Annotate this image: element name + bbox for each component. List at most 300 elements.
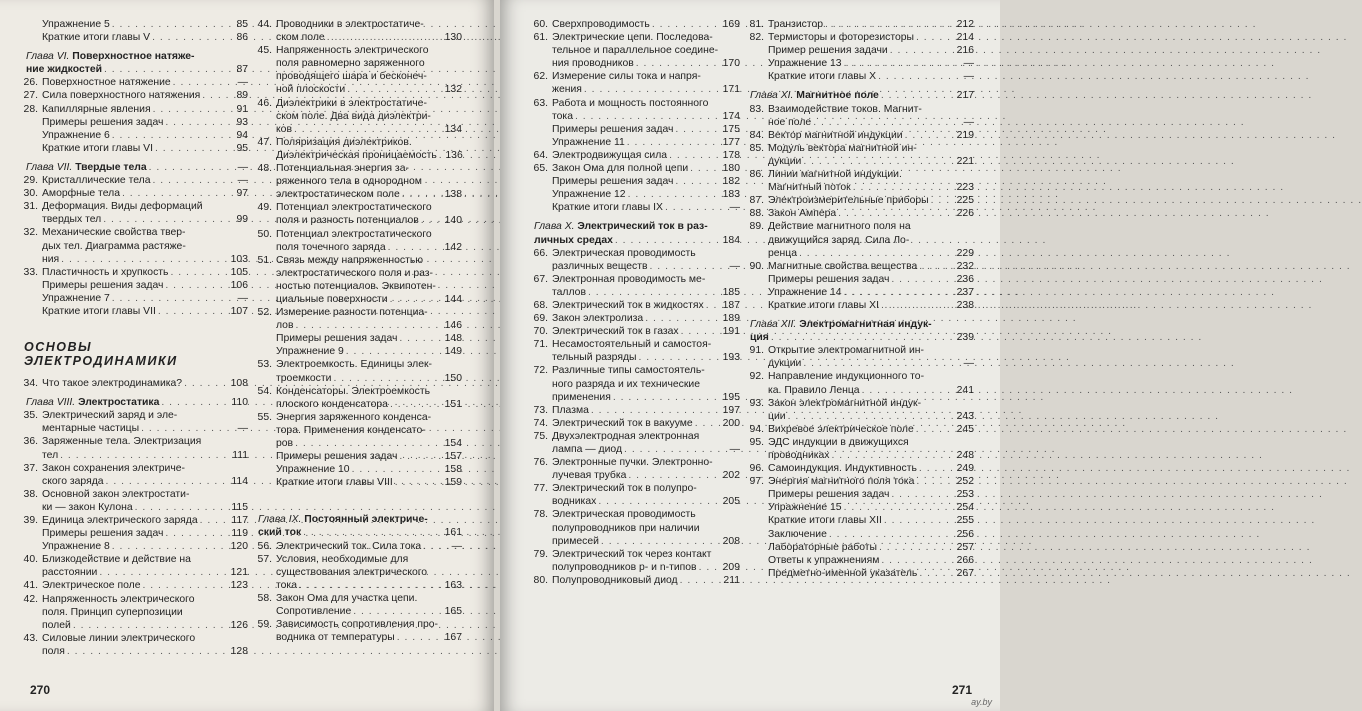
title-text: Упражнение 15 — [768, 502, 842, 514]
title-text: Силовые линии электрического — [42, 632, 196, 644]
page-ref: 128 — [230, 645, 248, 657]
entry-title — [552, 123, 740, 136]
title-text: Механические свойства твер- — [42, 227, 186, 239]
title-line — [42, 449, 248, 462]
dot-leader — [112, 292, 228, 305]
title-text: ментарные частицы — [42, 423, 140, 435]
title-text: лучевая трубка — [552, 470, 627, 482]
page-ref: 249 — [956, 463, 974, 475]
title-line — [276, 267, 462, 280]
toc-entry — [746, 44, 974, 57]
title-line — [768, 247, 974, 260]
title-line — [276, 57, 462, 70]
entry-title — [42, 89, 248, 102]
title-line — [552, 456, 740, 469]
entry-title — [768, 44, 974, 57]
title-line — [26, 63, 248, 76]
title-text: ки — закон Кулона — [42, 501, 133, 513]
title-line — [552, 286, 740, 299]
title-line — [42, 266, 248, 279]
title-text: Электрический ток в вакууме — [552, 417, 693, 429]
dot-leader — [73, 619, 228, 632]
entry-number: 30. — [23, 188, 38, 200]
title-line — [552, 351, 740, 364]
title-line — [276, 332, 462, 345]
dot-leader — [650, 260, 720, 273]
entry-title — [768, 194, 974, 207]
title-text: Закон Ампера — [768, 208, 837, 220]
dot-leader — [184, 377, 228, 390]
page-ref: 169 — [722, 19, 740, 30]
title-line — [552, 299, 740, 312]
entry-number: 62. — [533, 71, 548, 83]
title-line — [552, 188, 740, 201]
entry-title — [768, 344, 974, 370]
title-text: ров — [276, 438, 294, 449]
entry-title — [276, 18, 462, 44]
entry-title — [552, 548, 740, 574]
title-line — [276, 123, 462, 136]
entry-number: 86. — [749, 169, 764, 181]
title-line — [768, 567, 974, 580]
title-text: тора. Применения конденсато- — [276, 424, 426, 436]
title-line — [42, 174, 248, 187]
page-ref: 146 — [444, 320, 462, 332]
title-line — [768, 488, 974, 501]
dot-leader — [916, 475, 954, 488]
title-line — [26, 396, 248, 409]
dot-leader — [141, 422, 228, 435]
entry-number: 57. — [257, 553, 272, 565]
title-text — [750, 331, 769, 344]
entry-title — [768, 567, 974, 580]
left-page — [0, 0, 494, 711]
dot-leader — [155, 142, 228, 155]
page-ref: 126 — [230, 619, 248, 631]
title-line — [276, 228, 462, 241]
entry-number: 70. — [533, 326, 548, 338]
title-line — [276, 463, 462, 476]
title-line — [534, 234, 740, 247]
entry-number: 47. — [257, 136, 272, 148]
page-ref: 138 — [444, 189, 462, 201]
chapter-name: Электромагнитная индук- — [799, 319, 932, 331]
entry-title — [276, 553, 462, 592]
title-line — [42, 514, 248, 527]
dot-leader — [844, 57, 954, 70]
entry-title — [276, 254, 462, 306]
dot-leader — [303, 526, 442, 539]
title-line — [276, 293, 462, 306]
entry-number: 78. — [533, 509, 548, 521]
entry-title — [768, 57, 974, 70]
watermark: ay.by — [971, 697, 992, 707]
title-text: существования электрического — [276, 566, 428, 578]
toc-entry — [746, 370, 974, 396]
page-ref: 214 — [956, 32, 974, 44]
entry-number: 63. — [533, 97, 548, 109]
title-line — [42, 566, 248, 579]
toc-entry — [22, 142, 248, 155]
dot-leader — [853, 181, 954, 194]
toc-entry — [530, 338, 740, 364]
title-text: Примеры решения задач — [42, 116, 164, 128]
title-line — [768, 357, 974, 370]
page-ref: 85 — [236, 19, 248, 30]
entry-number: 64. — [533, 149, 548, 161]
title-text — [258, 526, 301, 539]
dot-leader — [152, 31, 228, 44]
dot-leader — [916, 423, 954, 436]
dot-leader — [771, 331, 954, 344]
entry-number: 65. — [533, 163, 548, 175]
page-ref: 151 — [444, 398, 462, 410]
title-line — [276, 175, 462, 188]
title-text: Краткие итоги главы VIII — [276, 477, 393, 489]
title-text: ЭДС индукции в движущихся — [768, 436, 909, 448]
page-ref: 243 — [956, 410, 974, 422]
entry-title — [768, 501, 974, 514]
entry-title — [26, 396, 248, 409]
title-line — [42, 488, 248, 501]
title-line — [276, 44, 462, 57]
dot-leader — [423, 540, 442, 553]
title-line — [42, 253, 248, 266]
toc-entry — [254, 254, 462, 306]
title-line — [42, 200, 248, 213]
entry-title — [276, 411, 462, 450]
toc-entry — [746, 514, 974, 527]
entry-title — [276, 228, 462, 254]
title-text: Основной закон электростати- — [42, 488, 190, 500]
chapter-name: Электрический ток в раз- — [577, 221, 708, 233]
title-text: Заряженные тела. Электризация — [42, 436, 202, 448]
title-line — [768, 554, 974, 567]
title-text: Примеры решения задач — [276, 333, 398, 345]
title-text: Краткие итоги главы X — [768, 71, 877, 83]
dot-leader — [613, 391, 720, 404]
page-ref: 144 — [444, 293, 462, 305]
title-text — [534, 220, 708, 233]
entry-number: 73. — [533, 404, 548, 416]
title-line — [276, 411, 462, 424]
title-line — [552, 83, 740, 96]
entry-number: 84. — [749, 129, 764, 141]
entry-title — [26, 50, 248, 76]
dot-leader — [916, 31, 954, 44]
title-text: Полупроводниковый диод — [552, 574, 678, 586]
title-line — [42, 645, 248, 658]
title-line — [276, 149, 462, 162]
dot-leader — [628, 469, 720, 482]
title-text: Краткие итоги главы IX — [552, 202, 663, 214]
section-heading: ОСНОВЫ ЭЛЕКТРОДИНАМИКИ — [24, 340, 178, 369]
dot-leader — [346, 345, 442, 358]
title-text: Единица электрического заряда — [42, 515, 198, 526]
title-line — [42, 527, 248, 540]
dot-leader — [103, 213, 228, 226]
toc-entry — [530, 188, 740, 201]
title-text — [26, 50, 194, 63]
toc-entry — [254, 201, 462, 227]
entry-title — [768, 142, 974, 168]
entry-title — [768, 475, 974, 488]
dot-leader — [665, 201, 720, 214]
title-line — [42, 606, 248, 619]
dot-leader — [699, 561, 720, 574]
title-line — [768, 103, 974, 116]
entry-number: 82. — [749, 32, 764, 44]
title-line — [768, 449, 974, 462]
title-line — [276, 31, 462, 44]
dot-leader — [588, 286, 720, 299]
title-line — [768, 31, 974, 44]
title-text: Диэлектрики в электростатиче- — [276, 97, 427, 109]
title-text: Самоиндукция. Индуктивность — [768, 463, 917, 475]
dot-leader — [327, 31, 442, 44]
entry-title — [42, 632, 248, 658]
page-ref: 110 — [231, 397, 248, 409]
toc-entry — [22, 527, 248, 540]
title-text: Капиллярные явления — [42, 103, 151, 115]
entry-title — [276, 463, 462, 476]
page-ref: — — [963, 71, 974, 83]
title-line — [276, 70, 462, 83]
entry-title — [552, 364, 740, 403]
title-line — [42, 632, 248, 645]
toc-entry — [22, 488, 248, 514]
entry-title — [42, 142, 248, 155]
toc-entry — [746, 344, 974, 370]
entry-title — [768, 299, 974, 312]
entry-title — [552, 574, 740, 587]
dot-leader — [299, 579, 442, 592]
title-text: Примеры решения задач — [768, 489, 890, 501]
dot-leader — [402, 188, 442, 201]
entry-title — [552, 299, 740, 312]
toc-entry — [22, 76, 248, 89]
title-text: Измерение разности потенциа- — [276, 307, 428, 319]
entry-title — [552, 136, 740, 149]
page-ref: 191 — [722, 326, 740, 338]
title-text: поля равномерно заряженного — [276, 58, 425, 70]
toc-column — [746, 18, 974, 580]
title-line — [768, 370, 974, 383]
title-text: Сопротивление — [276, 606, 352, 618]
entry-title — [42, 305, 248, 318]
page-ref: 140 — [444, 215, 462, 227]
dot-leader — [60, 449, 228, 462]
dot-leader — [919, 260, 954, 273]
title-line — [276, 579, 462, 592]
toc-entry — [22, 579, 248, 592]
entry-title — [276, 385, 462, 411]
title-text — [534, 234, 613, 247]
toc-entry — [746, 423, 974, 436]
dot-leader — [112, 18, 228, 31]
title-text: Предметно-именной указатель — [768, 567, 918, 579]
entry-title — [768, 462, 974, 475]
dot-leader — [112, 129, 228, 142]
toc-entry — [746, 207, 974, 220]
entry-title — [42, 593, 248, 632]
entry-title — [552, 97, 740, 123]
title-line — [552, 136, 740, 149]
title-line — [42, 76, 248, 89]
entry-number: 83. — [749, 103, 764, 115]
title-text: жения — [552, 84, 582, 96]
title-text: Электроизмерительные приборы — [768, 195, 929, 207]
dot-leader — [825, 18, 954, 31]
entry-number: 76. — [533, 457, 548, 469]
page-ref: 255 — [956, 515, 974, 527]
title-line — [552, 31, 740, 44]
toc-entry — [254, 476, 462, 489]
toc-entry — [530, 312, 740, 325]
title-line — [276, 280, 462, 293]
toc-entry — [22, 103, 248, 116]
page-ref: 106 — [230, 279, 248, 291]
title-line — [552, 443, 740, 456]
title-line — [42, 279, 248, 292]
title-line — [276, 188, 462, 201]
dot-leader — [202, 89, 228, 102]
title-text: Связь между напряженностью — [276, 254, 424, 266]
page-ref: 184 — [722, 234, 740, 246]
dot-leader — [638, 351, 720, 364]
entry-title — [768, 220, 974, 259]
title-text: ния проводников — [552, 58, 634, 70]
title-line — [42, 89, 248, 102]
chapter-heading — [22, 396, 248, 409]
title-text: Аморфные тела — [42, 188, 120, 200]
title-text: Закон сохранения электриче- — [42, 462, 185, 474]
page-ref: 221 — [956, 155, 974, 167]
entry-number: 40. — [23, 554, 38, 566]
dot-leader — [399, 332, 442, 345]
title-text: Открытие электромагнитной ин- — [768, 345, 924, 357]
title-line — [552, 175, 740, 188]
page-ref: 229 — [956, 247, 974, 259]
dot-leader — [891, 488, 954, 501]
entry-number: 51. — [257, 254, 272, 266]
toc-entry — [22, 18, 248, 31]
entry-number: 35. — [23, 410, 38, 422]
title-line — [750, 318, 974, 331]
entry-title — [42, 377, 248, 390]
page-ref: 232 — [956, 260, 974, 272]
entry-title — [276, 450, 462, 463]
toc-entry — [22, 593, 248, 632]
dot-leader — [829, 528, 954, 541]
title-line — [42, 18, 248, 31]
title-line — [552, 312, 740, 325]
toc-entry — [746, 194, 974, 207]
title-text: твердых тел — [42, 214, 102, 226]
title-text: Упражнение 6 — [42, 129, 110, 141]
title-text: Магнитные свойства вещества — [768, 260, 918, 272]
toc-entry — [22, 553, 248, 579]
title-text: Линии магнитной индукции. — [768, 169, 902, 181]
entry-title — [768, 370, 974, 396]
dot-leader — [615, 234, 720, 247]
entry-number: 46. — [257, 97, 272, 109]
page-ref: 159 — [444, 477, 462, 489]
title-text: ка. Правило Ленца — [768, 384, 860, 396]
entry-number: 97. — [749, 476, 764, 488]
title-text: троемкости — [276, 372, 332, 384]
entry-title — [42, 514, 248, 527]
title-text: таллов — [552, 286, 586, 298]
page-ref: 254 — [956, 502, 974, 514]
toc-entry — [254, 385, 462, 411]
page-ref: 237 — [956, 286, 974, 298]
title-text: Поляризация диэлектриков. — [276, 136, 412, 148]
toc-entry — [254, 463, 462, 476]
title-text: Лабораторные работы — [768, 541, 878, 553]
title-line — [42, 409, 248, 422]
toc-entry — [254, 44, 462, 96]
title-text: Напряженность электрического — [276, 45, 429, 57]
toc-entry — [746, 31, 974, 44]
toc-column — [254, 18, 462, 644]
title-line — [42, 142, 248, 155]
title-line — [768, 260, 974, 273]
toc-entry — [254, 97, 462, 136]
entry-number: 37. — [23, 462, 38, 474]
title-text: дукции — [768, 155, 802, 167]
title-text: Электронная проводимость ме- — [552, 273, 706, 285]
entry-number: 27. — [23, 90, 38, 102]
page-ref: 163 — [444, 579, 462, 591]
dot-leader — [294, 123, 442, 136]
chapter-name: Электростатика — [78, 397, 160, 409]
title-line — [552, 201, 740, 214]
title-text: ков — [276, 123, 292, 135]
title-line — [768, 299, 974, 312]
dot-leader — [200, 514, 228, 527]
title-text: электростатического поля и раз- — [276, 267, 434, 279]
title-text: Электрические цепи. Последова- — [552, 32, 713, 44]
title-text: Деформация. Виды деформаций — [42, 201, 203, 213]
entry-number: 41. — [23, 580, 38, 592]
dot-leader — [799, 247, 954, 260]
page-ref: 208 — [722, 535, 740, 547]
title-line — [750, 89, 974, 102]
title-line — [552, 574, 740, 587]
dot-leader — [879, 541, 954, 554]
title-text: Примеры решения задач — [276, 451, 398, 463]
dot-leader — [628, 188, 720, 201]
title-line — [42, 226, 248, 239]
entry-number: 39. — [23, 515, 38, 526]
title-line — [552, 404, 740, 417]
entry-title — [276, 332, 462, 345]
toc-entry — [530, 404, 740, 417]
toc-entry — [22, 292, 248, 305]
toc-entry — [22, 187, 248, 200]
entry-title — [750, 318, 974, 344]
page-ref: 158 — [444, 464, 462, 476]
page-ref: 175 — [722, 123, 740, 135]
title-text: Упражнение 10 — [276, 464, 350, 476]
toc-entry — [22, 31, 248, 44]
chapter-label: Глава X. — [534, 221, 575, 233]
title-line — [276, 136, 462, 149]
entry-number: 88. — [749, 208, 764, 220]
page-ref: 93 — [236, 116, 248, 128]
title-text: примесей — [552, 535, 599, 547]
